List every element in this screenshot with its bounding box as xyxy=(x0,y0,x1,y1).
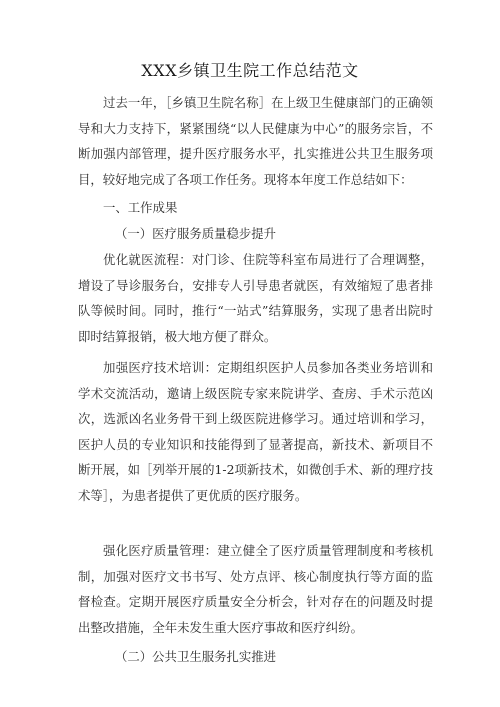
paragraph-technical-training: 加强医疗技术培训：定期组织医护人员参加各类业务培训和学术交流活动，邀请上级医院专家来院讲学、查房、手术示范凶次，选派凶名业务骨干到上级医院进修学习。通过培训和学习，医护人员的专业知识和技能得到了显著提高，新技术、新项目不断开展，如［列举开展的1-2项新技术，如微创手术、新的理疗技术等］，为患者提供了更优质的医疗服务。 xyxy=(78,360,433,503)
section-heading-work-results: 一、工作成果 xyxy=(103,200,178,215)
paragraph-quality-management: 强化医疗质量管理：建立健全了医疗质量管理制度和考核机制，加强对医疗文书书写、处方点评、核心制度执行等方面的监督检查。定期开展医疗质量安全分析会，针对存在的问题及时提出整改措施，全年未发生重大医疗事故和医疗纠纷。 xyxy=(78,543,433,635)
subsection-heading-public-health: （二）公共卫生服务扎实推进 xyxy=(115,649,277,664)
document-title: XXX乡镇卫生院工作总结范文 xyxy=(141,61,359,80)
intro-paragraph: 过去一年，［乡镇卫生院名称］在上级卫生健康部门的正确领导和大力支持下，紧紧围绕“以人民健康为中心”的服务宗旨，不断加强内部管理，提升医疗服务水平，扎实推进公共卫生服务项目，较好地完成了各项工作任务。现将本年度工作总结如下： xyxy=(78,95,433,187)
subsection-heading-medical-quality: （一）医疗服务质量稳步提升 xyxy=(115,226,277,241)
paragraph-optimize-process: 优化就医流程：对门诊、住院等科室布局进行了合理调整，增设了导诊服务台，安排专人引导患者就医，有效缩短了患者排队等候时间。同时，推行“一站式”结算服务，实现了患者出院时即时结算报销，极大地方便了群众。 xyxy=(78,252,433,344)
